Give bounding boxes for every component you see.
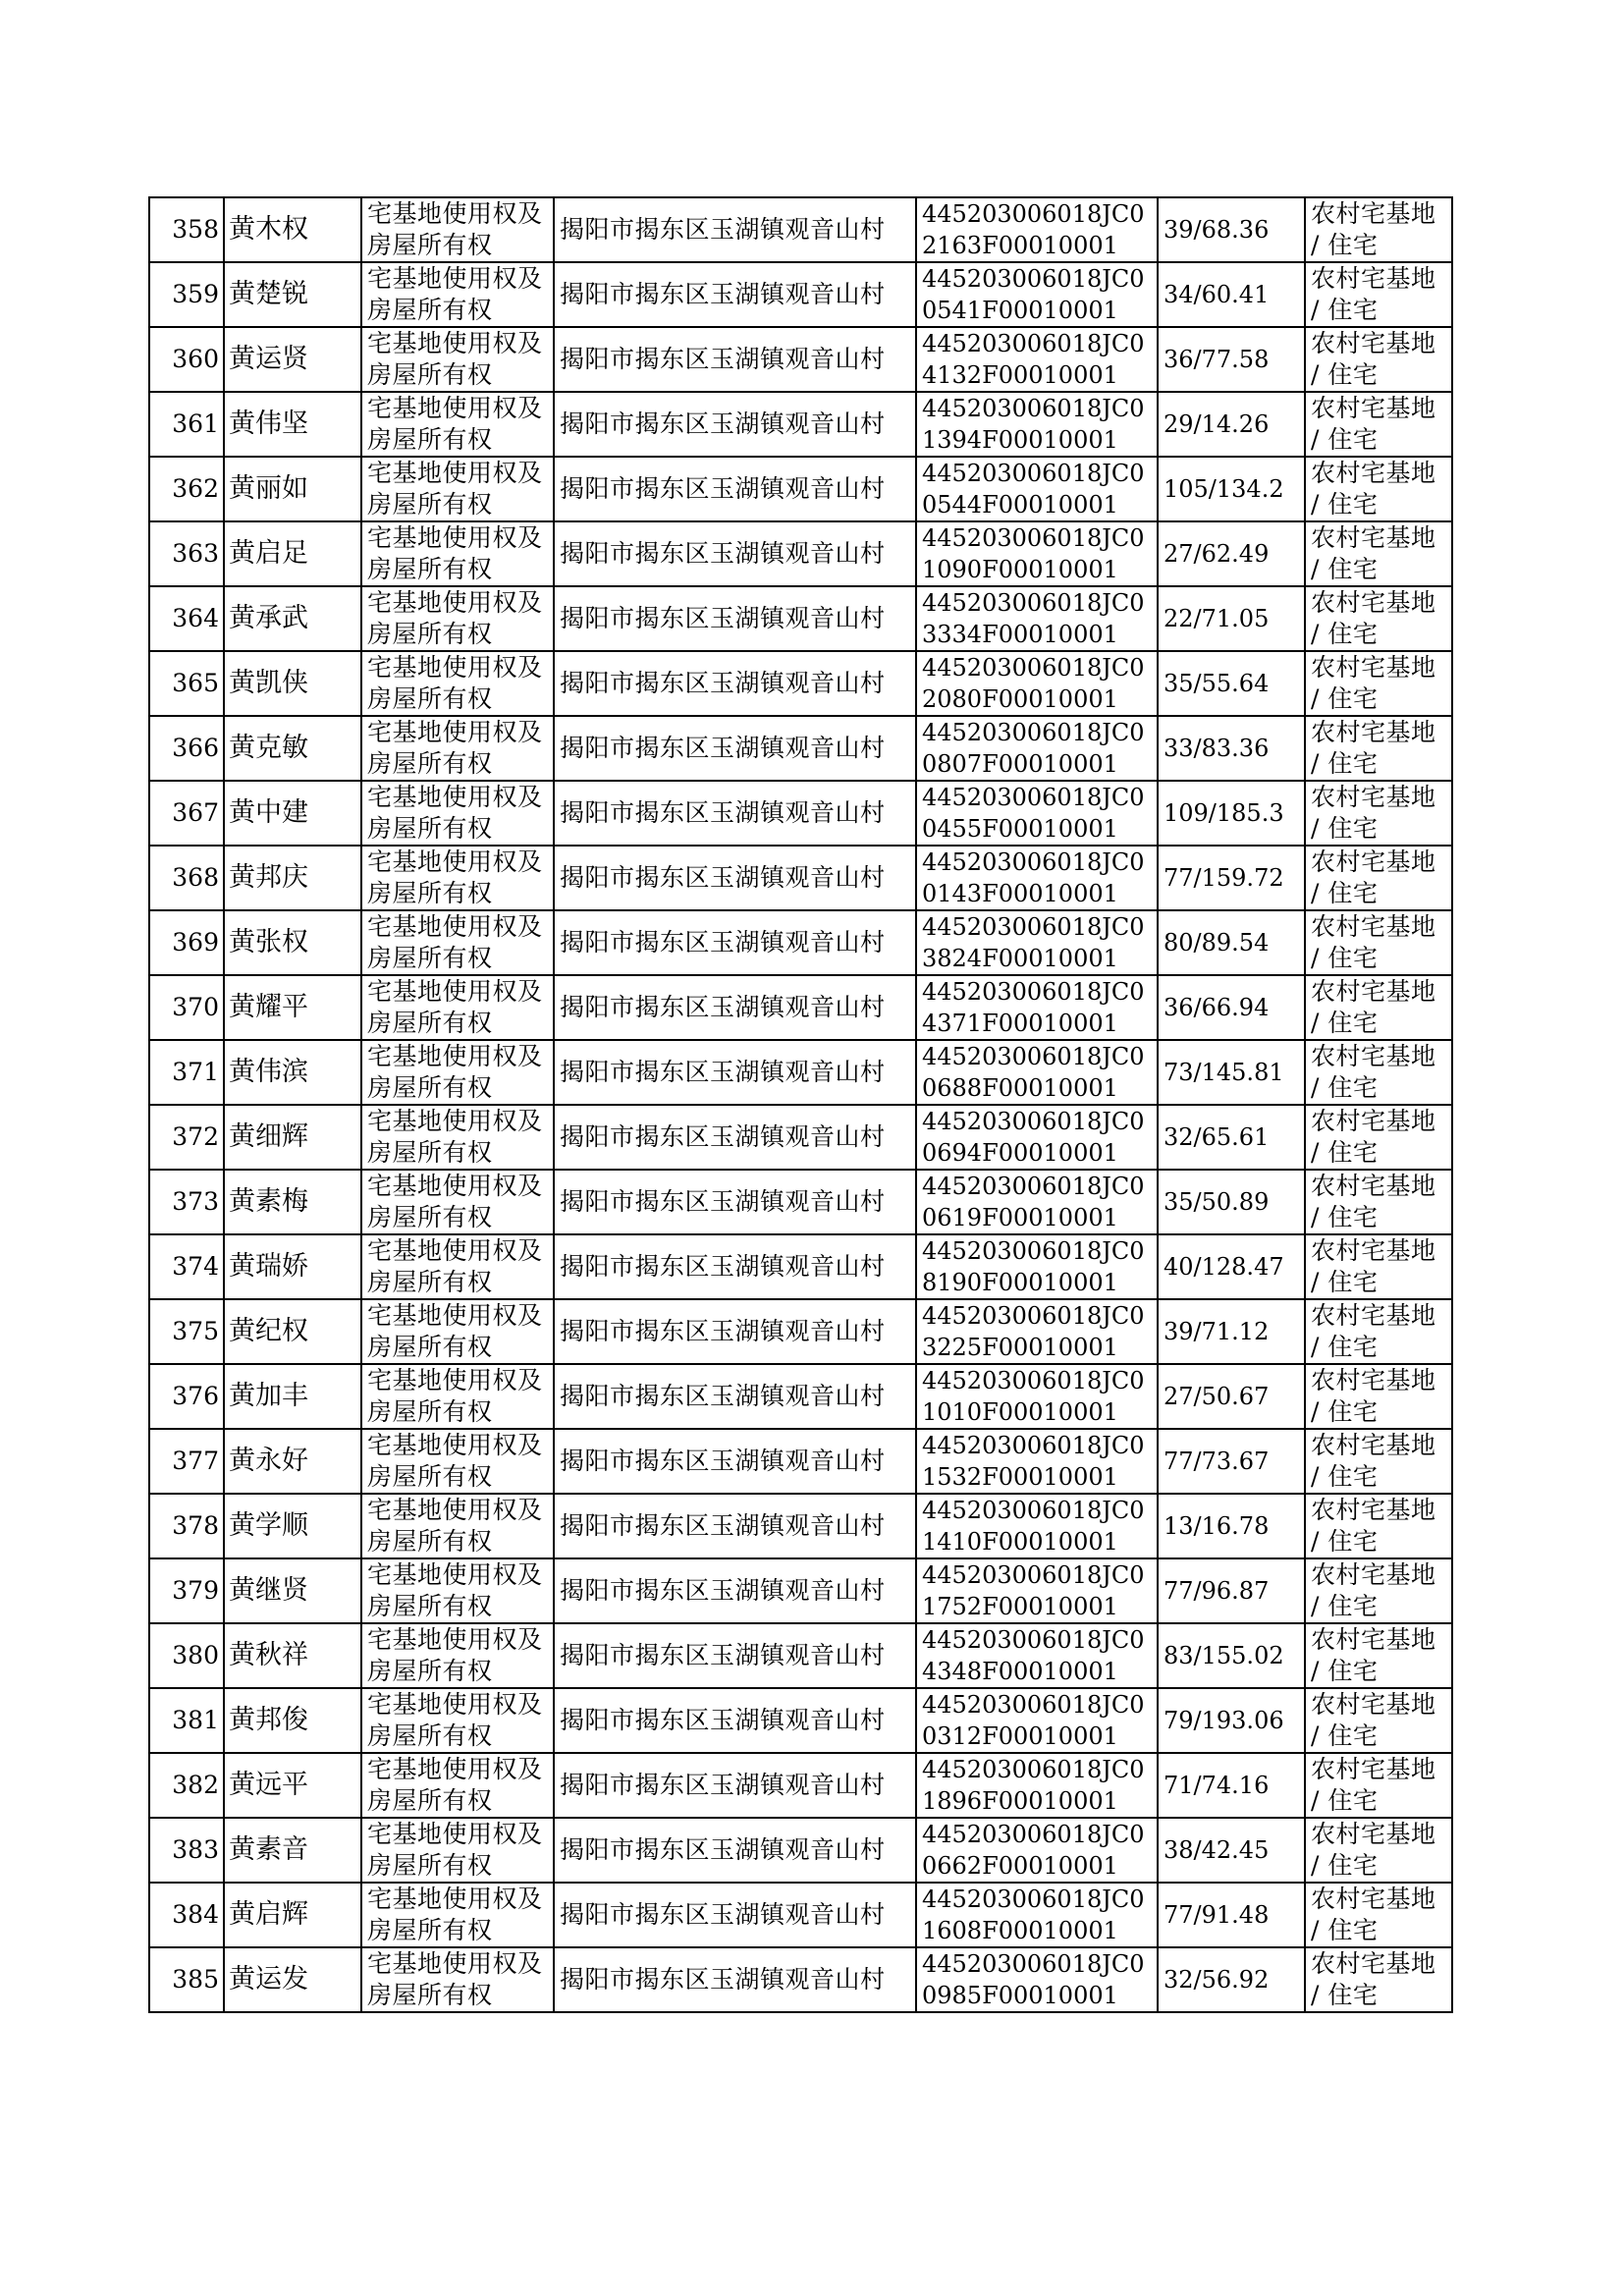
row-number-cell: 369	[149, 910, 224, 975]
location-cell: 揭阳市揭东区玉湖镇观音山村	[554, 392, 916, 457]
right-type-cell: 宅基地使用权及房屋所有权	[361, 197, 554, 262]
right-type-cell: 宅基地使用权及房屋所有权	[361, 1234, 554, 1299]
right-type-cell: 宅基地使用权及房屋所有权	[361, 1753, 554, 1818]
land-use-cell: 农村宅基地 / 住宅	[1305, 1494, 1452, 1558]
table-row	[149, 1364, 1452, 1429]
location-cell: 揭阳市揭东区玉湖镇观音山村	[554, 846, 916, 910]
location-cell: 揭阳市揭东区玉湖镇观音山村	[554, 1947, 916, 2012]
unit-code-cell: 445203006018JC00619F00010001	[916, 1170, 1158, 1234]
unit-code-cell: 445203006018JC04132F00010001	[916, 327, 1158, 392]
table-row	[149, 910, 1452, 975]
location-cell: 揭阳市揭东区玉湖镇观音山村	[554, 197, 916, 262]
row-number-cell: 371	[149, 1040, 224, 1105]
row-number-cell: 379	[149, 1558, 224, 1623]
owner-name-cell: 黄素音	[224, 1818, 361, 1883]
land-use-cell: 农村宅基地 / 住宅	[1305, 1234, 1452, 1299]
unit-code-cell: 445203006018JC04348F00010001	[916, 1623, 1158, 1688]
unit-code-cell: 445203006018JC02080F00010001	[916, 651, 1158, 716]
right-type-cell: 宅基地使用权及房屋所有权	[361, 1947, 554, 2012]
unit-code-cell: 445203006018JC01608F00010001	[916, 1883, 1158, 1947]
unit-code-cell: 445203006018JC01010F00010001	[916, 1364, 1158, 1429]
owner-name-cell: 黄丽如	[224, 457, 361, 521]
area-cell: 39/68.36	[1158, 197, 1305, 262]
row-number-cell: 368	[149, 846, 224, 910]
unit-code-cell: 445203006018JC03824F00010001	[916, 910, 1158, 975]
location-cell: 揭阳市揭东区玉湖镇观音山村	[554, 1299, 916, 1364]
row-number-cell: 362	[149, 457, 224, 521]
table-row	[149, 1105, 1452, 1170]
row-number-cell: 382	[149, 1753, 224, 1818]
owner-name-cell: 黄木权	[224, 197, 361, 262]
land-use-cell: 农村宅基地 / 住宅	[1305, 910, 1452, 975]
location-cell: 揭阳市揭东区玉湖镇观音山村	[554, 716, 916, 781]
row-number-cell: 363	[149, 521, 224, 586]
owner-name-cell: 黄运贤	[224, 327, 361, 392]
row-number-cell: 377	[149, 1429, 224, 1494]
land-use-cell: 农村宅基地 / 住宅	[1305, 586, 1452, 651]
location-cell: 揭阳市揭东区玉湖镇观音山村	[554, 910, 916, 975]
row-number-cell: 380	[149, 1623, 224, 1688]
table-row	[149, 327, 1452, 392]
area-cell: 71/74.16	[1158, 1753, 1305, 1818]
owner-name-cell: 黄伟滨	[224, 1040, 361, 1105]
owner-name-cell: 黄永好	[224, 1429, 361, 1494]
table-row	[149, 1429, 1452, 1494]
unit-code-cell: 445203006018JC00662F00010001	[916, 1818, 1158, 1883]
location-cell: 揭阳市揭东区玉湖镇观音山村	[554, 1558, 916, 1623]
right-type-cell: 宅基地使用权及房屋所有权	[361, 1818, 554, 1883]
area-cell: 77/159.72	[1158, 846, 1305, 910]
land-use-cell: 农村宅基地 / 住宅	[1305, 1040, 1452, 1105]
table-row	[149, 1299, 1452, 1364]
owner-name-cell: 黄细辉	[224, 1105, 361, 1170]
land-use-cell: 农村宅基地 / 住宅	[1305, 1299, 1452, 1364]
owner-name-cell: 黄启辉	[224, 1883, 361, 1947]
owner-name-cell: 黄凯侠	[224, 651, 361, 716]
table-row	[149, 1947, 1452, 2012]
owner-name-cell: 黄远平	[224, 1753, 361, 1818]
area-cell: 77/73.67	[1158, 1429, 1305, 1494]
unit-code-cell: 445203006018JC00807F00010001	[916, 716, 1158, 781]
area-cell: 105/134.2	[1158, 457, 1305, 521]
area-cell: 27/50.67	[1158, 1364, 1305, 1429]
land-use-cell: 农村宅基地 / 住宅	[1305, 1364, 1452, 1429]
right-type-cell: 宅基地使用权及房屋所有权	[361, 327, 554, 392]
unit-code-cell: 445203006018JC02163F00010001	[916, 197, 1158, 262]
row-number-cell: 378	[149, 1494, 224, 1558]
area-cell: 83/155.02	[1158, 1623, 1305, 1688]
location-cell: 揭阳市揭东区玉湖镇观音山村	[554, 262, 916, 327]
owner-name-cell: 黄邦庆	[224, 846, 361, 910]
row-number-cell: 376	[149, 1364, 224, 1429]
table-body	[149, 197, 1452, 2012]
location-cell: 揭阳市揭东区玉湖镇观音山村	[554, 1364, 916, 1429]
row-number-cell: 374	[149, 1234, 224, 1299]
unit-code-cell: 445203006018JC00544F00010001	[916, 457, 1158, 521]
land-use-cell: 农村宅基地 / 住宅	[1305, 1883, 1452, 1947]
owner-name-cell: 黄承武	[224, 586, 361, 651]
table-row	[149, 716, 1452, 781]
land-use-cell: 农村宅基地 / 住宅	[1305, 975, 1452, 1040]
right-type-cell: 宅基地使用权及房屋所有权	[361, 457, 554, 521]
row-number-cell: 361	[149, 392, 224, 457]
location-cell: 揭阳市揭东区玉湖镇观音山村	[554, 521, 916, 586]
location-cell: 揭阳市揭东区玉湖镇观音山村	[554, 1688, 916, 1753]
land-use-cell: 农村宅基地 / 住宅	[1305, 1947, 1452, 2012]
location-cell: 揭阳市揭东区玉湖镇观音山村	[554, 1105, 916, 1170]
owner-name-cell: 黄楚锐	[224, 262, 361, 327]
right-type-cell: 宅基地使用权及房屋所有权	[361, 1883, 554, 1947]
unit-code-cell: 445203006018JC01090F00010001	[916, 521, 1158, 586]
owner-name-cell: 黄张权	[224, 910, 361, 975]
row-number-cell: 367	[149, 781, 224, 846]
owner-name-cell: 黄克敏	[224, 716, 361, 781]
unit-code-cell: 445203006018JC01896F00010001	[916, 1753, 1158, 1818]
area-cell: 13/16.78	[1158, 1494, 1305, 1558]
registration-table	[148, 196, 1453, 2013]
land-use-cell: 农村宅基地 / 住宅	[1305, 1105, 1452, 1170]
location-cell: 揭阳市揭东区玉湖镇观音山村	[554, 651, 916, 716]
table-row	[149, 1170, 1452, 1234]
right-type-cell: 宅基地使用权及房屋所有权	[361, 975, 554, 1040]
land-use-cell: 农村宅基地 / 住宅	[1305, 262, 1452, 327]
area-cell: 34/60.41	[1158, 262, 1305, 327]
table-row	[149, 521, 1452, 586]
land-use-cell: 农村宅基地 / 住宅	[1305, 1558, 1452, 1623]
owner-name-cell: 黄继贤	[224, 1558, 361, 1623]
location-cell: 揭阳市揭东区玉湖镇观音山村	[554, 1040, 916, 1105]
right-type-cell: 宅基地使用权及房屋所有权	[361, 1040, 554, 1105]
row-number-cell: 381	[149, 1688, 224, 1753]
row-number-cell: 373	[149, 1170, 224, 1234]
area-cell: 36/66.94	[1158, 975, 1305, 1040]
unit-code-cell: 445203006018JC00143F00010001	[916, 846, 1158, 910]
land-use-cell: 农村宅基地 / 住宅	[1305, 651, 1452, 716]
land-use-cell: 农村宅基地 / 住宅	[1305, 716, 1452, 781]
land-use-cell: 农村宅基地 / 住宅	[1305, 1688, 1452, 1753]
area-cell: 27/62.49	[1158, 521, 1305, 586]
area-cell: 38/42.45	[1158, 1818, 1305, 1883]
land-use-cell: 农村宅基地 / 住宅	[1305, 197, 1452, 262]
land-use-cell: 农村宅基地 / 住宅	[1305, 1818, 1452, 1883]
unit-code-cell: 445203006018JC01532F00010001	[916, 1429, 1158, 1494]
unit-code-cell: 445203006018JC03225F00010001	[916, 1299, 1158, 1364]
unit-code-cell: 445203006018JC01394F00010001	[916, 392, 1158, 457]
right-type-cell: 宅基地使用权及房屋所有权	[361, 1623, 554, 1688]
right-type-cell: 宅基地使用权及房屋所有权	[361, 1364, 554, 1429]
table-row	[149, 1688, 1452, 1753]
land-use-cell: 农村宅基地 / 住宅	[1305, 327, 1452, 392]
table-row	[149, 1818, 1452, 1883]
right-type-cell: 宅基地使用权及房屋所有权	[361, 521, 554, 586]
land-use-cell: 农村宅基地 / 住宅	[1305, 1429, 1452, 1494]
area-cell: 35/55.64	[1158, 651, 1305, 716]
area-cell: 77/91.48	[1158, 1883, 1305, 1947]
right-type-cell: 宅基地使用权及房屋所有权	[361, 586, 554, 651]
owner-name-cell: 黄伟坚	[224, 392, 361, 457]
owner-name-cell: 黄中建	[224, 781, 361, 846]
owner-name-cell: 黄启足	[224, 521, 361, 586]
area-cell: 79/193.06	[1158, 1688, 1305, 1753]
location-cell: 揭阳市揭东区玉湖镇观音山村	[554, 1883, 916, 1947]
table-row	[149, 1753, 1452, 1818]
row-number-cell: 375	[149, 1299, 224, 1364]
owner-name-cell: 黄秋祥	[224, 1623, 361, 1688]
area-cell: 22/71.05	[1158, 586, 1305, 651]
area-cell: 36/77.58	[1158, 327, 1305, 392]
location-cell: 揭阳市揭东区玉湖镇观音山村	[554, 327, 916, 392]
row-number-cell: 360	[149, 327, 224, 392]
table-row	[149, 197, 1452, 262]
row-number-cell: 370	[149, 975, 224, 1040]
area-cell: 35/50.89	[1158, 1170, 1305, 1234]
table-row	[149, 1558, 1452, 1623]
location-cell: 揭阳市揭东区玉湖镇观音山村	[554, 975, 916, 1040]
table-row	[149, 1494, 1452, 1558]
row-number-cell: 358	[149, 197, 224, 262]
land-use-cell: 农村宅基地 / 住宅	[1305, 1623, 1452, 1688]
area-cell: 80/89.54	[1158, 910, 1305, 975]
right-type-cell: 宅基地使用权及房屋所有权	[361, 262, 554, 327]
area-cell: 109/185.3	[1158, 781, 1305, 846]
table-row	[149, 457, 1452, 521]
unit-code-cell: 445203006018JC00985F00010001	[916, 1947, 1158, 2012]
right-type-cell: 宅基地使用权及房屋所有权	[361, 651, 554, 716]
unit-code-cell: 445203006018JC04371F00010001	[916, 975, 1158, 1040]
unit-code-cell: 445203006018JC00688F00010001	[916, 1040, 1158, 1105]
owner-name-cell: 黄瑞娇	[224, 1234, 361, 1299]
land-use-cell: 农村宅基地 / 住宅	[1305, 1170, 1452, 1234]
land-use-cell: 农村宅基地 / 住宅	[1305, 781, 1452, 846]
unit-code-cell: 445203006018JC00541F00010001	[916, 262, 1158, 327]
table-row	[149, 262, 1452, 327]
table-row	[149, 1623, 1452, 1688]
right-type-cell: 宅基地使用权及房屋所有权	[361, 910, 554, 975]
right-type-cell: 宅基地使用权及房屋所有权	[361, 1299, 554, 1364]
unit-code-cell: 445203006018JC03334F00010001	[916, 586, 1158, 651]
area-cell: 32/65.61	[1158, 1105, 1305, 1170]
right-type-cell: 宅基地使用权及房屋所有权	[361, 1170, 554, 1234]
table-row	[149, 846, 1452, 910]
location-cell: 揭阳市揭东区玉湖镇观音山村	[554, 1429, 916, 1494]
owner-name-cell: 黄耀平	[224, 975, 361, 1040]
table-row	[149, 1234, 1452, 1299]
location-cell: 揭阳市揭东区玉湖镇观音山村	[554, 1818, 916, 1883]
unit-code-cell: 445203006018JC00455F00010001	[916, 781, 1158, 846]
location-cell: 揭阳市揭东区玉湖镇观音山村	[554, 1753, 916, 1818]
table-row	[149, 975, 1452, 1040]
area-cell: 40/128.47	[1158, 1234, 1305, 1299]
right-type-cell: 宅基地使用权及房屋所有权	[361, 1105, 554, 1170]
table-row	[149, 392, 1452, 457]
location-cell: 揭阳市揭东区玉湖镇观音山村	[554, 1170, 916, 1234]
table-row	[149, 781, 1452, 846]
land-use-cell: 农村宅基地 / 住宅	[1305, 457, 1452, 521]
row-number-cell: 383	[149, 1818, 224, 1883]
row-number-cell: 365	[149, 651, 224, 716]
right-type-cell: 宅基地使用权及房屋所有权	[361, 1688, 554, 1753]
table-row	[149, 586, 1452, 651]
table-row	[149, 1883, 1452, 1947]
area-cell: 29/14.26	[1158, 392, 1305, 457]
location-cell: 揭阳市揭东区玉湖镇观音山村	[554, 1623, 916, 1688]
land-use-cell: 农村宅基地 / 住宅	[1305, 846, 1452, 910]
location-cell: 揭阳市揭东区玉湖镇观音山村	[554, 1494, 916, 1558]
owner-name-cell: 黄纪权	[224, 1299, 361, 1364]
area-cell: 32/56.92	[1158, 1947, 1305, 2012]
location-cell: 揭阳市揭东区玉湖镇观音山村	[554, 457, 916, 521]
right-type-cell: 宅基地使用权及房屋所有权	[361, 1494, 554, 1558]
area-cell: 73/145.81	[1158, 1040, 1305, 1105]
location-cell: 揭阳市揭东区玉湖镇观音山村	[554, 781, 916, 846]
owner-name-cell: 黄加丰	[224, 1364, 361, 1429]
unit-code-cell: 445203006018JC00694F00010001	[916, 1105, 1158, 1170]
row-number-cell: 366	[149, 716, 224, 781]
location-cell: 揭阳市揭东区玉湖镇观音山村	[554, 586, 916, 651]
area-cell: 33/83.36	[1158, 716, 1305, 781]
right-type-cell: 宅基地使用权及房屋所有权	[361, 1558, 554, 1623]
area-cell: 39/71.12	[1158, 1299, 1305, 1364]
land-use-cell: 农村宅基地 / 住宅	[1305, 392, 1452, 457]
owner-name-cell: 黄运发	[224, 1947, 361, 2012]
unit-code-cell: 445203006018JC00312F00010001	[916, 1688, 1158, 1753]
owner-name-cell: 黄邦俊	[224, 1688, 361, 1753]
unit-code-cell: 445203006018JC08190F00010001	[916, 1234, 1158, 1299]
row-number-cell: 372	[149, 1105, 224, 1170]
table-row	[149, 1040, 1452, 1105]
area-cell: 77/96.87	[1158, 1558, 1305, 1623]
right-type-cell: 宅基地使用权及房屋所有权	[361, 846, 554, 910]
owner-name-cell: 黄学顺	[224, 1494, 361, 1558]
row-number-cell: 359	[149, 262, 224, 327]
right-type-cell: 宅基地使用权及房屋所有权	[361, 1429, 554, 1494]
table-row	[149, 651, 1452, 716]
row-number-cell: 364	[149, 586, 224, 651]
unit-code-cell: 445203006018JC01752F00010001	[916, 1558, 1158, 1623]
land-use-cell: 农村宅基地 / 住宅	[1305, 521, 1452, 586]
row-number-cell: 385	[149, 1947, 224, 2012]
land-use-cell: 农村宅基地 / 住宅	[1305, 1753, 1452, 1818]
right-type-cell: 宅基地使用权及房屋所有权	[361, 781, 554, 846]
right-type-cell: 宅基地使用权及房屋所有权	[361, 716, 554, 781]
unit-code-cell: 445203006018JC01410F00010001	[916, 1494, 1158, 1558]
owner-name-cell: 黄素梅	[224, 1170, 361, 1234]
location-cell: 揭阳市揭东区玉湖镇观音山村	[554, 1234, 916, 1299]
right-type-cell: 宅基地使用权及房屋所有权	[361, 392, 554, 457]
row-number-cell: 384	[149, 1883, 224, 1947]
